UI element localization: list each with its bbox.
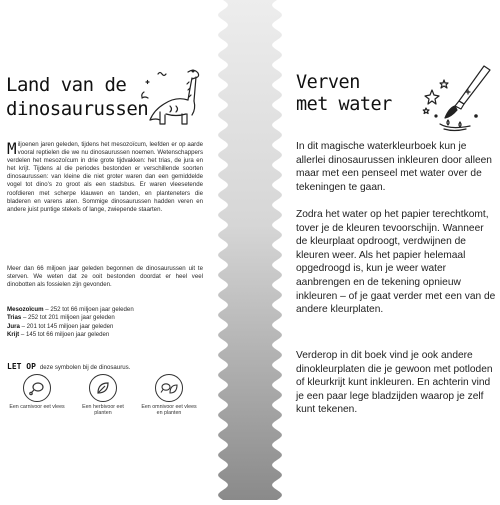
attention-text: deze symbolen bij de dinosaurus. — [39, 364, 131, 371]
period-item: Krijt – 145 tot 66 miljoen jaar geleden — [7, 331, 110, 339]
meat-icon — [23, 374, 51, 402]
symbol-caption: Een omnivoor eet vlees en planten — [141, 404, 197, 417]
omnivore-icon — [155, 374, 183, 402]
left-page — [0, 0, 212, 500]
dinosaur-illustration — [136, 62, 206, 132]
diet-symbols — [5, 374, 205, 434]
period-list — [7, 306, 203, 340]
attention-label: LET OP — [7, 362, 36, 371]
right-title-line-2: met water — [296, 94, 392, 115]
intro-paragraph — [7, 141, 203, 214]
symbol-carnivore — [7, 374, 67, 410]
left-page-title — [6, 73, 156, 121]
right-page — [288, 0, 500, 500]
paintbrush-illustration — [418, 60, 496, 138]
leaf-icon — [89, 374, 117, 402]
symbol-omnivore — [139, 374, 199, 417]
period-item: Mesozoïcum – 252 tot 66 miljoen jaar geleden — [7, 306, 134, 313]
more-pages-paragraph: Verderop in dit boek vind je ook andere dinokleurplaten die je gewoon met potloden of kleurkrijt kunt inkleuren. En achterin vind je een paar lege bladzijden waarop je zelf kunt tekenen. — [296, 350, 493, 416]
symbol-herbivore — [73, 374, 133, 417]
wavy-gutter-strip — [212, 0, 288, 500]
wavy-strip-graphic — [212, 0, 288, 500]
water-paragraph: Zodra het water op het papier terechtkomt, tover je de kleuren tevoorschijn. Wanneer de kleurplaat opdroogt, verdwijnen de kleuren weer. Als het papier helemaal opgedroogd is, kun je weer water aanbrengen en de tekening opnieuw inkleuren – of je gaat verder met een van de andere kleurplaten. — [296, 209, 496, 316]
extinction-paragraph: Meer dan 66 miljoen jaar geleden begonnen de dinosaurussen uit te sterven. We weten dat ze ooit bestonden doordat er heel veel dinobotten als fossielen zijn gevonden. — [7, 265, 203, 289]
symbol-caption: Een herbivoor eet planten — [82, 404, 124, 417]
right-title-line-1: Verven — [296, 72, 360, 93]
left-title-line-2: dinosaurussen — [6, 98, 149, 120]
left-title-line-1: Land van de — [6, 74, 127, 96]
symbol-caption: Een carnivoor eet vlees — [9, 404, 65, 410]
attention-note — [7, 362, 203, 371]
intro-text: iljoenen jaren geleden, tijdens het mesozoïcum, leefden er op aarde vooral reptielen die we nu dinosaurussen noemen. Wetenschappers verdelen het mesozoïcum in drie grote tijdvakken: het trias, de jura en het krijt. Tijdens al die periodes bestonden er verschillende soorten dinosaurussen: van kleine die niet groter waren dan een gemiddelde vogel tot dino's zo groot als een stadsbus. Er waren vleesetende roofdieren met scherpe klauwen en tanden, en planteneters die bladeren en varens aten. Sommige dinosaurussen hadden veren en andere juist puntige stekels of lange, zwiepende staarten. — [7, 141, 203, 213]
intro-paragraph-right: In dit magische waterkleurboek kun je allerlei dinosaurussen inkleuren door alleen maar met een penseel met water over de tekeningen te gaan. — [296, 141, 492, 193]
drop-cap: M — [7, 139, 17, 158]
period-item: Trias – 252 tot 201 miljoen jaar geleden — [7, 314, 115, 322]
right-page-title — [296, 72, 426, 116]
period-item: Jura – 201 tot 145 miljoen jaar geleden — [7, 322, 114, 330]
